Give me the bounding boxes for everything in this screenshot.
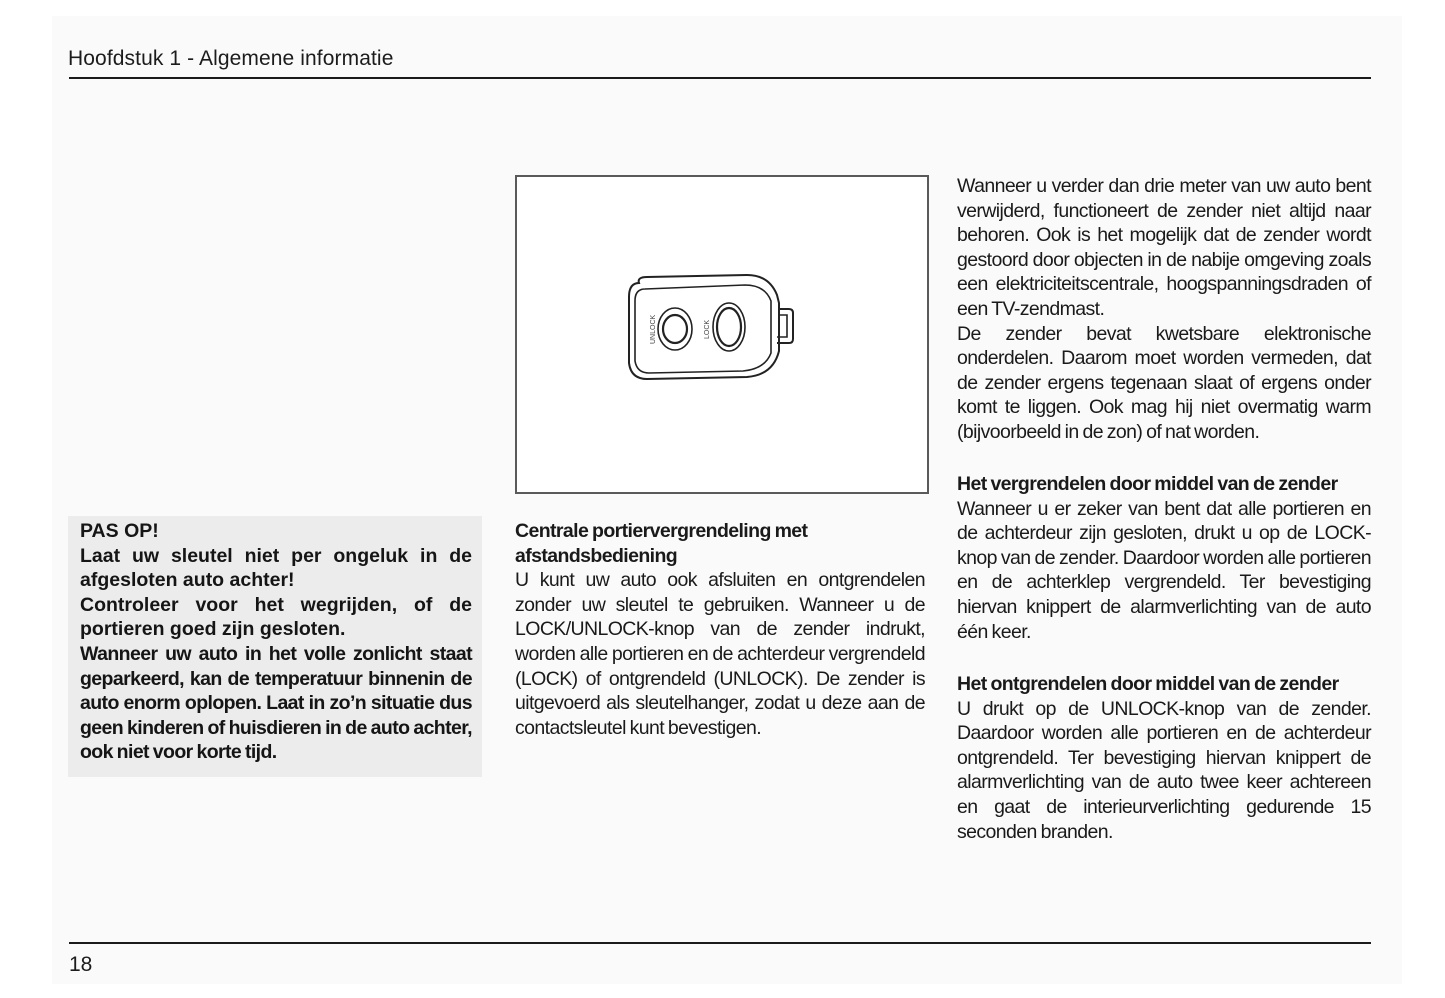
section-heading: Het ontgrendelen door middel van de zender [957,673,1339,695]
key-fob-icon [617,267,797,387]
warning-title: PAS OP! [80,520,159,542]
key-fob-illustration [515,175,929,494]
warning-paragraph: Controleer voor het wegrijden, of de portieren goed zijn gesloten. [80,593,472,641]
section-heading: Centrale portiervergrendeling met afstandsbediening [515,520,808,567]
lock-label: LOCK [704,319,711,339]
section-paragraph: Wanneer u verder dan drie meter van uw auto bent verwijderd, functioneert de zender niet altijd naar behoren. Ook is het mogelijk dat de zender wordt gestoord door objecten in de nabije omgeving zoals een elektriciteitscentrale, hoogspanningsdraden of een TV-zendmast. [957,175,1371,320]
footer-divider [69,942,1371,944]
section-body: U kunt uw auto ook afsluiten en ontgrendelen zonder uw sleutel te gebruiken. Wanneer u de LOCK/UNLOCK-knop van de zender indrukt, worden alle portieren en de achterdeur vergrendeld (LOCK) of ontgrendeld (UNLOCK). De zender is uitgevoerd als sleutelhanger, zodat u deze aan de contactsleutel kunt bevestigen. [515,569,925,739]
section-paragraph: De zender bevat kwetsbare elektronische onderdelen. Daarom moet worden vermeden, dat de zender ergens tegenaan slaat of ergens onder komt te liggen. Ook mag hij niet overmatig warm (bijvoorbeeld in de zon) of nat worden. [957,322,1371,443]
page-number: 18 [69,953,93,976]
unlocking-section [957,672,1371,844]
warning-paragraph: Wanneer uw auto in het volle zonlicht staat geparkeerd, kan de temperatuur binnenin de auto enorm oplopen. Laat in zo’n situatie dus geen kinderen of huisdieren in de auto achter, ook niet voor korte tijd. [80,642,472,764]
warning-paragraph: Laat uw sleutel niet per ongeluk in de afgesloten auto achter! [80,544,472,592]
section-body: U drukt op de UNLOCK-knop van de zender. Daardoor worden alle portieren en de achterdeur ontgrendeld. Ter bevestiging hiervan knippert de alarmverlichting van de auto twee keer achtereen en gaat de interieurverlichting gedurende 15 seconden branden. [957,697,1371,843]
locking-section [957,472,1371,644]
range-info-section [957,174,1371,445]
unlock-label: UNLOCK [650,314,657,344]
header-divider [69,77,1371,79]
section-body: Wanneer u er zeker van bent dat alle portieren en de achterdeur zijn gesloten, drukt u op de LOCK-knop van de zender. Daardoor worden alle portieren en de achterklep vergrendeld. Ter bevestiging hiervan knippert de alarmverlichting van de auto één keer. [957,497,1371,643]
warning-text [80,519,472,765]
central-locking-section [515,519,925,740]
section-heading: Het vergrendelen door middel van de zender [957,473,1338,495]
chapter-title: Hoofdstuk 1 - Algemene informatie [68,47,394,70]
